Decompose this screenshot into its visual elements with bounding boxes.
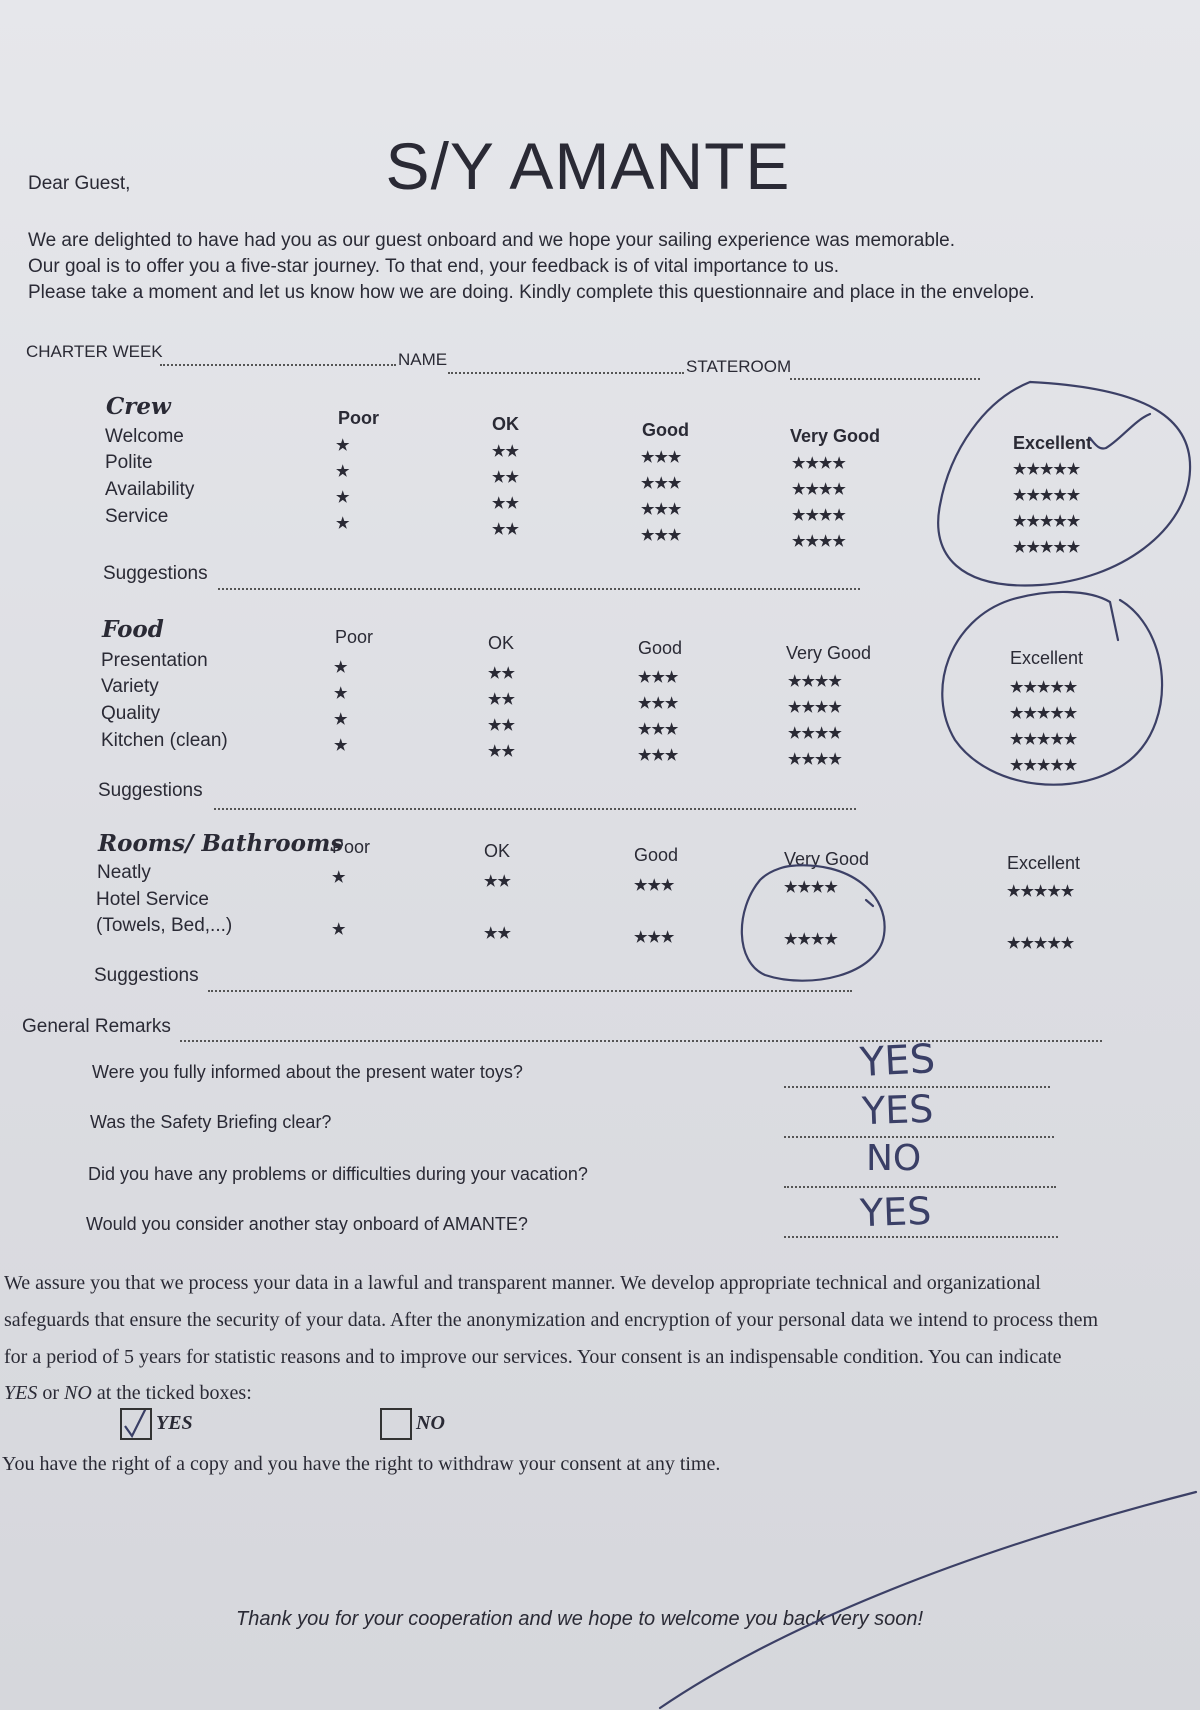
checkmark-icon <box>122 1410 150 1438</box>
consent-line-1: We assure you that we process your data in a lawful and transparent manner. We develop appropriate technical and organizational <box>4 1272 1041 1294</box>
crew-welcome-stars-5[interactable]: ★★★★★ <box>1013 461 1081 478</box>
crew-suggestions-label: Suggestions <box>103 563 208 584</box>
rooms-col-poor: Poor <box>332 837 371 857</box>
rooms-hotel-service-stars-5[interactable]: ★★★★★ <box>1007 935 1075 952</box>
rooms-col-very-good: Very Good <box>784 849 870 869</box>
rooms-neatly-stars-5[interactable]: ★★★★★ <box>1007 883 1075 900</box>
answer-line-problems[interactable] <box>784 1186 1056 1188</box>
crew-availability-stars-4[interactable]: ★★★★ <box>792 507 846 524</box>
crew-availability-stars-3[interactable]: ★★★ <box>641 501 682 518</box>
question-water-toys: Were you fully informed about the present water toys? <box>92 1062 523 1082</box>
rooms-hotel-service-stars-2[interactable]: ★★ <box>484 925 511 942</box>
rooms-col-good: Good <box>634 845 679 865</box>
food-quality-stars-1[interactable]: ★ <box>334 711 348 728</box>
consent-yes-checkbox[interactable] <box>120 1408 152 1440</box>
charter-week-label: CHARTER WEEK <box>26 342 163 361</box>
rooms-neatly-stars-1[interactable]: ★ <box>332 869 346 886</box>
consent-no-word: NO <box>64 1382 92 1404</box>
crew-welcome-stars-2[interactable]: ★★ <box>492 443 519 460</box>
food-variety-stars-1[interactable]: ★ <box>334 685 348 702</box>
handwritten-answer-another-stay: YES <box>859 1188 933 1236</box>
food-quality-stars-3[interactable]: ★★★ <box>638 721 679 738</box>
food-col-good: Good <box>638 638 683 658</box>
greeting: Dear Guest, <box>28 173 131 194</box>
rooms-hotel-service-stars-1[interactable]: ★ <box>332 921 346 938</box>
rooms-neatly-stars-2[interactable]: ★★ <box>484 873 511 890</box>
stateroom-label: STATEROOM <box>686 357 792 376</box>
charter-week-field[interactable] <box>160 364 396 366</box>
handwritten-answer-safety-briefing: YES <box>861 1086 935 1134</box>
page-fold-curve <box>660 1492 1196 1708</box>
crew-suggestions-field[interactable] <box>218 588 860 590</box>
food-col-ok: OK <box>488 633 515 653</box>
handwritten-answer-problems: NO <box>866 1138 922 1179</box>
food-item-quality: Quality <box>101 703 161 724</box>
crew-item-welcome: Welcome <box>105 426 184 447</box>
crew-welcome-stars-3[interactable]: ★★★ <box>641 449 682 466</box>
crew-col-very-good: Very Good <box>790 426 881 446</box>
crew-excellent-check <box>1090 414 1150 449</box>
food-col-poor: Poor <box>335 627 374 647</box>
food-presentation-stars-1[interactable]: ★ <box>334 659 348 676</box>
handwritten-answer-water-toys: YES <box>858 1036 937 1086</box>
food-quality-stars-4[interactable]: ★★★★ <box>788 725 842 742</box>
crew-availability-stars-1[interactable]: ★ <box>336 489 350 506</box>
crew-service-stars-3[interactable]: ★★★ <box>641 527 682 544</box>
food-kitchen-stars-4[interactable]: ★★★★ <box>788 751 842 768</box>
food-presentation-stars-5[interactable]: ★★★★★ <box>1010 679 1078 696</box>
crew-polite-stars-1[interactable]: ★ <box>336 463 350 480</box>
crew-availability-stars-5[interactable]: ★★★★★ <box>1013 513 1081 530</box>
rooms-tick-mark <box>866 900 873 906</box>
crew-service-stars-4[interactable]: ★★★★ <box>792 533 846 550</box>
crew-service-stars-1[interactable]: ★ <box>336 515 350 532</box>
question-another-stay: Would you consider another stay onboard of AMANTE? <box>86 1214 528 1234</box>
crew-availability-stars-2[interactable]: ★★ <box>492 495 519 512</box>
crew-service-stars-2[interactable]: ★★ <box>492 521 519 538</box>
food-presentation-stars-3[interactable]: ★★★ <box>638 669 679 686</box>
food-variety-stars-5[interactable]: ★★★★★ <box>1010 705 1078 722</box>
general-remarks-label: General Remarks <box>22 1016 171 1037</box>
name-field[interactable] <box>448 372 684 374</box>
food-quality-stars-5[interactable]: ★★★★★ <box>1010 731 1078 748</box>
intro-line-2: Our goal is to offer you a five-star journey. To that end, your feedback is of vital importance to us. <box>28 256 840 277</box>
food-quality-stars-2[interactable]: ★★ <box>488 717 515 734</box>
name-label: NAME <box>398 350 448 369</box>
food-col-very-good: Very Good <box>786 643 872 663</box>
food-item-variety: Variety <box>101 676 159 697</box>
form-title: S/Y AMANTE <box>385 129 791 203</box>
stateroom-field[interactable] <box>790 378 980 380</box>
rooms-section-title: Rooms/ Bathrooms <box>98 830 344 857</box>
crew-polite-stars-4[interactable]: ★★★★ <box>792 481 846 498</box>
answer-line-another-stay[interactable] <box>784 1236 1058 1238</box>
crew-polite-stars-3[interactable]: ★★★ <box>641 475 682 492</box>
food-variety-stars-4[interactable]: ★★★★ <box>788 699 842 716</box>
crew-item-availability: Availability <box>105 479 195 500</box>
crew-item-service: Service <box>105 506 169 527</box>
crew-section-title: Crew <box>106 393 171 420</box>
rights-statement: You have the right of a copy and you have the right to withdraw your consent at any time. <box>2 1453 721 1475</box>
crew-service-stars-5[interactable]: ★★★★★ <box>1013 539 1081 556</box>
food-section-title: Food <box>102 616 164 643</box>
crew-col-poor: Poor <box>338 408 380 428</box>
food-variety-stars-2[interactable]: ★★ <box>488 691 515 708</box>
consent-line-2: safeguards that ensure the security of your data. After the anonymization and encryption of your personal data we intend to process them <box>4 1309 1099 1331</box>
consent-no-label: NO <box>416 1412 445 1434</box>
food-presentation-stars-4[interactable]: ★★★★ <box>788 673 842 690</box>
consent-line-3: for a period of 5 years for statistic reasons and to improve our services. Your consent is an indispensable condition. You can indicate <box>4 1346 1062 1368</box>
crew-welcome-stars-1[interactable]: ★ <box>336 437 350 454</box>
food-variety-stars-3[interactable]: ★★★ <box>638 695 679 712</box>
consent-line-4 <box>4 1376 252 1410</box>
general-remarks-field[interactable] <box>180 1040 1102 1042</box>
food-item-presentation: Presentation <box>101 650 208 671</box>
rooms-item-hotel-service: Hotel Service <box>96 889 209 910</box>
crew-welcome-stars-4[interactable]: ★★★★ <box>792 455 846 472</box>
rooms-item-towels-bed: (Towels, Bed,...) <box>96 915 233 936</box>
food-suggestions-label: Suggestions <box>98 780 203 801</box>
food-kitchen-stars-5[interactable]: ★★★★★ <box>1010 757 1078 774</box>
food-item-kitchen: Kitchen (clean) <box>101 730 228 751</box>
rooms-col-ok: OK <box>484 841 511 861</box>
food-kitchen-stars-3[interactable]: ★★★ <box>638 747 679 764</box>
question-problems: Did you have any problems or difficulties during your vacation? <box>88 1164 588 1184</box>
crew-item-polite: Polite <box>105 452 153 473</box>
thank-you-message: Thank you for your cooperation and we hope to welcome you back very soon! <box>236 1608 924 1630</box>
food-col-excellent: Excellent <box>1010 648 1084 668</box>
crew-col-ok: OK <box>492 414 519 434</box>
consent-yes-label: YES <box>156 1412 193 1434</box>
rooms-hotel-service-stars-3[interactable]: ★★★ <box>634 929 675 946</box>
consent-no-checkbox[interactable] <box>380 1408 412 1440</box>
rooms-item-neatly: Neatly <box>97 862 151 883</box>
rooms-neatly-stars-4[interactable]: ★★★★ <box>784 879 838 896</box>
crew-polite-stars-2[interactable]: ★★ <box>492 469 519 486</box>
rooms-col-excellent: Excellent <box>1007 853 1081 873</box>
consent-yes-word: YES <box>4 1382 38 1404</box>
crew-col-excellent: Excellent <box>1013 433 1093 453</box>
rooms-suggestions-label: Suggestions <box>94 965 199 986</box>
consent-tail-text: at the ticked boxes: <box>91 1382 252 1404</box>
intro-line-3: Please take a moment and let us know how we are doing. Kindly complete this questionnaire and place in the envelope. <box>28 282 1035 303</box>
consent-or-word: or <box>37 1382 65 1404</box>
rooms-suggestions-field[interactable] <box>208 990 852 992</box>
intro-line-1: We are delighted to have had you as our guest onboard and we hope your sailing experience was memorable. <box>28 230 956 251</box>
rooms-hotel-service-stars-4[interactable]: ★★★★ <box>784 931 838 948</box>
food-kitchen-stars-2[interactable]: ★★ <box>488 743 515 760</box>
food-presentation-stars-2[interactable]: ★★ <box>488 665 515 682</box>
crew-col-good: Good <box>642 420 689 440</box>
rooms-neatly-stars-3[interactable]: ★★★ <box>634 877 675 894</box>
food-kitchen-stars-1[interactable]: ★ <box>334 737 348 754</box>
question-safety-briefing: Was the Safety Briefing clear? <box>90 1112 332 1132</box>
food-suggestions-field[interactable] <box>214 808 856 810</box>
crew-polite-stars-5[interactable]: ★★★★★ <box>1013 487 1081 504</box>
